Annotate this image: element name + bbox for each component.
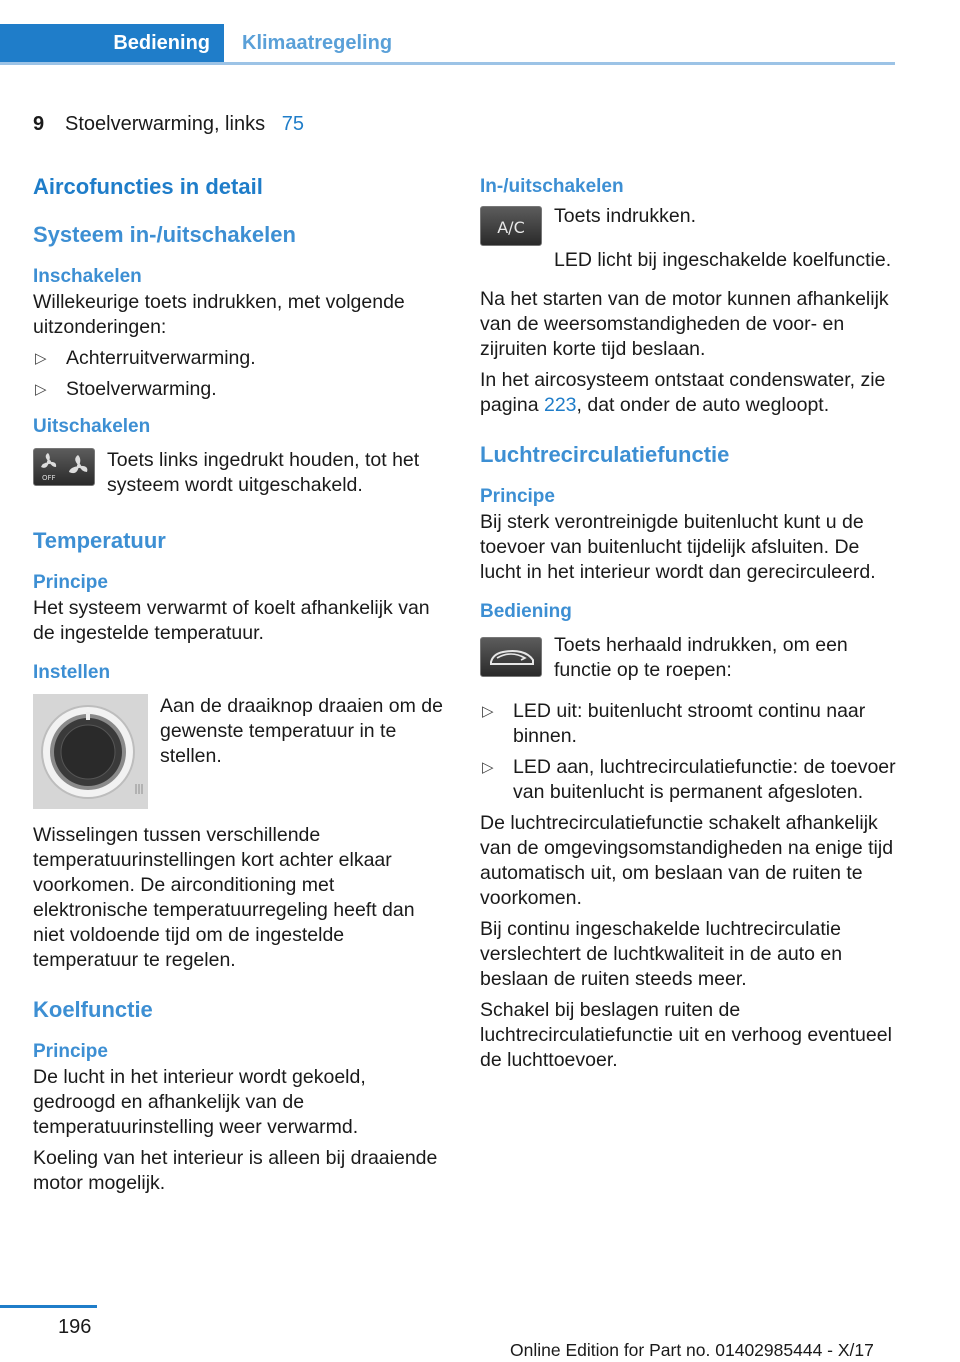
tab-bediening[interactable]: Bediening: [0, 24, 224, 62]
triangle-bullet-icon: ▷: [482, 759, 494, 776]
heading-luchtrecirculatie: Luchtrecirculatiefunctie: [480, 442, 730, 467]
left-column: [33, 172, 448, 1196]
section-title: Aircofuncties in detail: [33, 174, 263, 199]
para5: Schakel bij beslagen ruiten de luchtrecirculatiefunctie uit en verhoog eventueel de luchttoevoer.: [480, 999, 892, 1071]
ac-button-row: [480, 204, 898, 246]
para1: Na het starten van de motor kunnen afhankelijk van de weersomstandigheden de voor- en zijruiten korte tijd beslaan.: [480, 288, 889, 360]
off-label: OFF: [42, 474, 56, 482]
triangle-bullet-icon: ▷: [35, 381, 47, 398]
instellen-text: Aan de draaiknop draaien om de gewenste temperatuur in te stellen.: [160, 695, 443, 767]
temperature-knob-icon: [33, 694, 148, 809]
list-item: ▷ LED uit: buitenlucht stroomt continu naar binnen.: [482, 700, 866, 747]
off-button-row: [33, 448, 448, 498]
footer-line: [0, 1305, 97, 1308]
inschakelen-list: [33, 346, 448, 402]
heading-principe: Principe: [33, 572, 108, 593]
koel-principe-text: De lucht in het interieur wordt gekoeld, gedroogd en afhankelijk van de temperatuurinstelling weer verwarmd.: [33, 1066, 366, 1138]
heading-principe: Principe: [480, 486, 555, 507]
bediening-text: Toets herhaald indrukken, om een functie op te roepen:: [554, 634, 848, 681]
ac-line2: LED licht bij ingeschakelde koelfunctie.: [554, 249, 892, 271]
right-column: [480, 172, 898, 1073]
para2: In het aircosysteem ontstaat condenswater, zie pagina 223, dat onder de auto wegloopt.: [480, 369, 886, 416]
page-link-223[interactable]: 223: [543, 394, 577, 416]
ac-text: [554, 204, 898, 246]
recirc-button-row: [480, 633, 898, 683]
recirculation-button-icon: [480, 637, 542, 677]
knob-row: [33, 694, 448, 809]
ac-button-icon: [480, 206, 542, 246]
fan-off-button-icon: [33, 448, 95, 486]
heading-in-uitschakelen: In-/uitschakelen: [480, 176, 624, 197]
heading-uitschakelen: Uitschakelen: [33, 416, 151, 437]
heading-koelfunctie: Koelfunctie: [33, 997, 153, 1022]
item-text: Stoelverwarming, links: [65, 113, 266, 135]
list-item: ▷ Stoelverwarming.: [35, 378, 217, 400]
heading-temperatuur: Temperatuur: [33, 528, 166, 553]
ac-label: A/C: [497, 218, 525, 237]
uitschakelen-text: Toets links ingedrukt houden, tot het systeem wordt uitgeschakeld.: [107, 449, 420, 496]
triangle-bullet-icon: ▷: [35, 350, 47, 367]
temp-note: Wisselingen tussen verschillende temperatuurinstellingen kort achter elkaar voorkomen. De airconditioning met elektronische temperatuurregeling heeft dan niet voldoende tijd om de ingestelde temperatuur te regelen.: [33, 824, 415, 971]
edition-text: Online Edition for Part no. 01402985444 - X/17: [510, 1340, 874, 1360]
tab-klimaatregeling[interactable]: Klimaatregeling: [224, 24, 895, 62]
item-number: 9: [33, 113, 45, 135]
principe-text: Bij sterk verontreinigde buitenlucht kunt u de toevoer van buitenlucht tijdelijk afsluiten. De lucht in het interieur wordt dan gerecirculeerd.: [480, 511, 876, 583]
heading-inschakelen: Inschakelen: [33, 266, 142, 287]
bediening-list: [480, 699, 898, 805]
list-item: ▷ LED aan, luchtrecirculatiefunctie: de toevoer van buitenlucht is permanent afgesloten.: [482, 756, 896, 803]
para4: Bij continu ingeschakelde luchtrecirculatie verslechtert de luchtkwaliteit in de auto en beslaan de ruiten steeds meer.: [480, 918, 843, 990]
list-item-9: [33, 113, 304, 136]
heading-systeem: Systeem in-/uitschakelen: [33, 222, 296, 247]
temp-principe-text: Het systeem verwarmt of koelt afhankelijk van de ingestelde temperatuur.: [33, 597, 430, 644]
heading-bediening: Bediening: [480, 601, 572, 622]
header-bar: [0, 24, 895, 65]
heading-principe: Principe: [33, 1041, 108, 1062]
triangle-bullet-icon: ▷: [482, 703, 494, 720]
page-ref-link[interactable]: 75: [281, 113, 304, 135]
inschakelen-text: Willekeurige toets indrukken, met volgende uitzonderingen:: [33, 291, 405, 338]
heading-instellen: Instellen: [33, 662, 111, 683]
list-item: ▷ Achterruitverwarming.: [35, 347, 256, 369]
para3: De luchtrecirculatiefunctie schakelt afhankelijk van de omgevingsomstandigheden na enige tijd automatisch uit, om beslaan van de ruiten te voorkomen.: [480, 812, 894, 909]
page-number: 196: [58, 1316, 92, 1338]
koel-note: Koeling van het interieur is alleen bij draaiende motor mogelijk.: [33, 1147, 438, 1194]
ac-line1: Toets indrukken.: [554, 205, 696, 227]
